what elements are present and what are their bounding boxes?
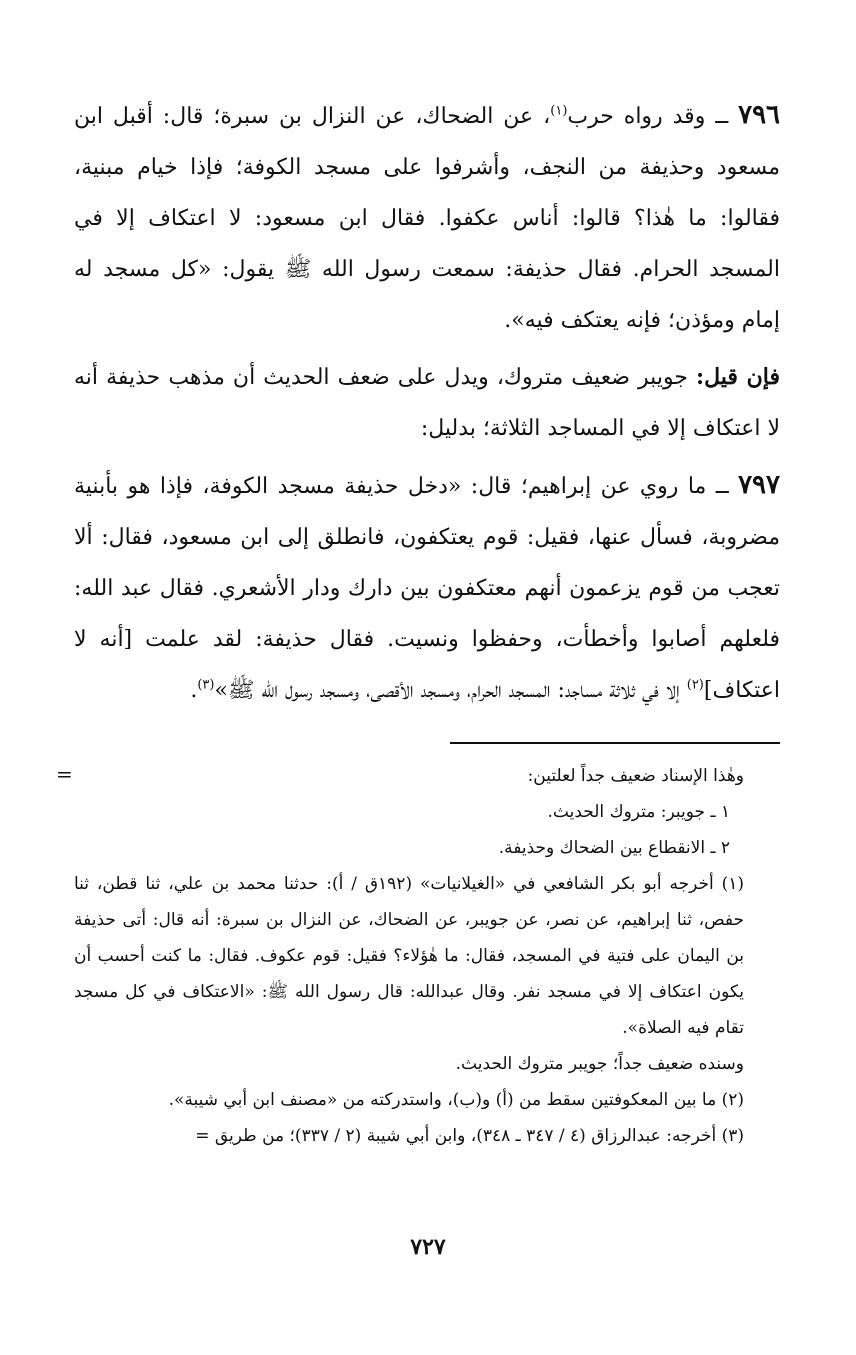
footnotes [74, 758, 780, 1154]
footnote-ref-1[interactable]: (١) [550, 103, 568, 119]
page-number: ٧٢٧ [410, 1234, 446, 1260]
continuation-mark: = [56, 762, 73, 786]
paragraph-objection [74, 352, 780, 454]
footnote-separator [450, 742, 780, 744]
paragraph-797 [74, 460, 780, 716]
footnote-carry-line-2: ١ ـ جويبر: متروك الحديث. [547, 802, 730, 822]
footnote-carry-line-3: ٢ ـ الانقطاع بين الضحاك وحذيفة. [498, 838, 730, 858]
hadith-number-797: ٧٩٧ [738, 470, 780, 500]
main-text [74, 90, 780, 716]
objection-text: جويبر ضعيف متروك، ويدل على ضعف الحديث أن مذهب حذيفة أنه لا اعتكاف إلا في المساجد الثلاثة؛ بدليل: [74, 365, 780, 441]
hadith-number-796: ٧٩٦ [738, 100, 781, 130]
footnote-2: (٢) ما بين المعكوفتين سقط من (أ) و(ب)، واستدركته من «مصنف ابن أبي شيبة». [168, 1090, 744, 1110]
footnote-3 [74, 1118, 780, 1154]
footnote-3-text: (٣) أخرجه: عبدالرزاق (٤ / ٣٤٧ ـ ٣٤٨)، وابن أبي شيبة (٢ / ٣٣٧)؛ من طريق [214, 1126, 744, 1146]
footnote-3-continuation-mark: = [195, 1126, 210, 1146]
paragraph-796-text-a: ــ وقد رواه حرب [567, 104, 739, 129]
paragraph-797-text-a: ــ ما روي عن إبراهيم؛ قال: «دخل حذيفة مسجد الكوفة، فإذا هو بأبنية مضروبة، فسأل عنها، فقيل: قوم يعتكفون، فانطلق إلى ابن مسعود، فقال: ألا تعجب من قوم يزعمون أنهم معتكفون بين دارك ودار الأشعري. فقال عبد الله: فلعلهم أصابوا وأخطأت، وحفظوا ونسيت. فقال حذيفة: لقد علمت [أنه لا اعتكاف] [74, 474, 780, 703]
footnote-1-grading: وسنده ضعيف جداً؛ جويبر متروك الحديث. [455, 1054, 744, 1074]
footnote-ref-3[interactable]: (٣) [197, 677, 215, 693]
paragraph-797-text-b: إلا في ثلاثة مساجد: المسجد الحرام، ومسجد الأقصى، ومسجد رسول الله ﷺ» [214, 678, 687, 703]
paragraph-796 [74, 90, 780, 346]
paragraph-796-text-b: ، عن الضحاك، عن النزال بن سبرة؛ قال: أقبل ابن مسعود وحذيفة من النجف، وأشرفوا على مسجد الكوفة؛ فإذا خيام مبنية، فقالوا: ما هٰذا؟ قالوا: أناس عكفوا. فقال ابن مسعود: لا اعتكاف إلا في المسجد الحرام. فقال حذيفة: سمعت رسول الله ﷺ يقول: «كل مسجد له إمام ومؤذن؛ فإنه يعتكف فيه». [74, 104, 780, 333]
footnote-ref-2[interactable]: (٢) [686, 677, 704, 693]
objection-lead: فإن قيل: [695, 364, 780, 390]
footnote-carry-line-1: وهٰذا الإسناد ضعيف جداً لعلتين: [527, 766, 744, 786]
footnote-1: (١) أخرجه أبو بكر الشافعي في «الغيلانيات» (١٩٢ق / أ): حدثنا محمد بن علي، ثنا قطن، ثنا حفص، ثنا إبراهيم، عن نصر، عن جويبر، عن الضحاك، عن النزال بن سبرة: أنه قال: أتى حذيفة بن اليمان على فتية في المسجد، فقال: ما هٰؤلاء؟ فقيل: قوم عكوف. فقال: ما كنت أحسب أن يكون اعتكاف إلا في مسجد نفر. وقال عبدالله: قال رسول الله ﷺ: «الاعتكاف في كل مسجد تقام فيه الصلاة». [74, 874, 745, 1038]
paragraph-797-text-c: . [190, 678, 198, 703]
